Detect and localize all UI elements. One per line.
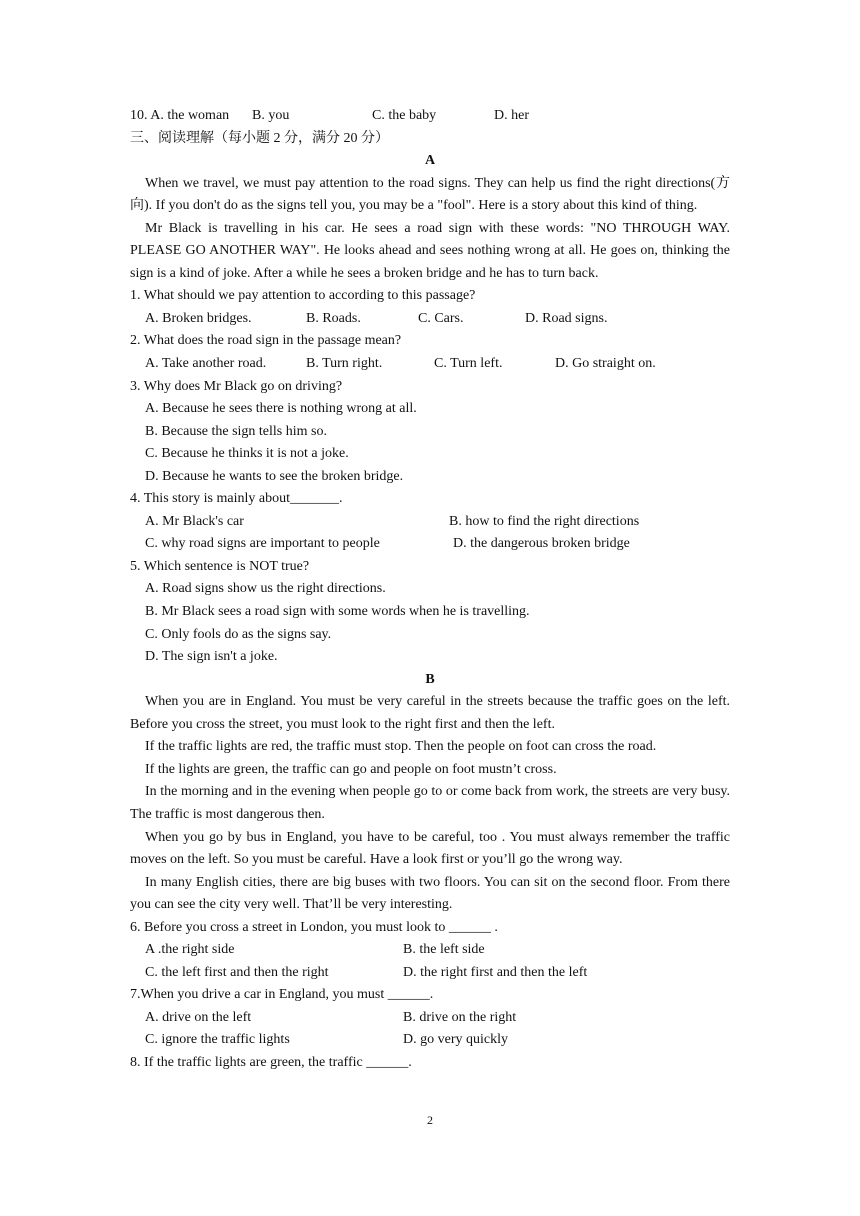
q7-option-a: A. drive on the left	[145, 1009, 252, 1025]
q5-option-d: D. The sign isn't a joke.	[145, 649, 278, 665]
question-7-options-row-1	[130, 1007, 730, 1030]
q4-option-d: D. the dangerous broken bridge	[453, 536, 630, 552]
passage-a-paragraph-1: When we travel, we must pay attention to the road signs. They can help us find the right directions(方向). If you don't do as the signs tell you, you may be a "fool". Here is a story about this kind of thing.	[130, 175, 730, 214]
question-1-options	[130, 308, 730, 331]
page-number: 2	[427, 1113, 433, 1127]
q5-option-b: B. Mr Black sees a road sign with some words when he is travelling.	[145, 604, 530, 620]
question-8-stem: 8. If the traffic lights are green, the traffic ______.	[130, 1054, 412, 1070]
question-7-stem: 7.When you drive a car in England, you must ______.	[130, 987, 434, 1003]
q1-option-b: B. Roads.	[306, 310, 361, 326]
question-7-options-row-2	[130, 1029, 730, 1052]
passage-b-paragraph-3: If the lights are green, the traffic can go and people on foot mustn’t cross.	[145, 761, 557, 777]
q3-option-b: B. Because the sign tells him so.	[145, 423, 327, 439]
q5-option-a: A. Road signs show us the right directions.	[145, 581, 386, 597]
q2-option-b: B. Turn right.	[306, 356, 383, 372]
q4-option-c: C. why road signs are important to people	[145, 536, 380, 552]
section-heading: 三、阅读理解（每小题 2 分，满分 20 分）	[130, 130, 389, 146]
passage-b-paragraph-5: When you go by bus in England, you have to be careful, too . You must always remember the traffic moves on the left. So you must be careful. Have a look first or you’ll go the wrong way.	[130, 829, 730, 868]
q6-option-c: C. the left first and then the right	[145, 964, 329, 980]
question-3-stem: 3. Why does Mr Black go on driving?	[130, 378, 343, 394]
q1-option-a: A. Broken bridges.	[145, 310, 252, 326]
q1-option-d: D. Road signs.	[525, 310, 608, 326]
question-1-stem: 1. What should we pay attention to according to this passage?	[130, 288, 476, 304]
q6-option-b: B. the left side	[403, 942, 485, 958]
q4-option-a: A. Mr Black's car	[145, 513, 244, 529]
question-4-options-row-2	[130, 533, 730, 556]
passage-b-label: B	[425, 671, 435, 687]
question-4-stem: 4. This story is mainly about_______.	[130, 491, 343, 507]
question-10-options	[130, 105, 730, 128]
passage-b-paragraph-2: If the traffic lights are red, the traffic must stop. Then the people on foot can cross the road.	[145, 739, 657, 755]
question-5-stem: 5. Which sentence is NOT true?	[130, 558, 310, 574]
q6-option-d: D. the right first and then the left	[403, 964, 588, 980]
q10-option-d: D. her	[494, 108, 529, 123]
question-2-stem: 2. What does the road sign in the passage mean?	[130, 333, 402, 349]
q7-option-c: C. ignore the traffic lights	[145, 1032, 290, 1048]
q2-option-d: D. Go straight on.	[555, 356, 656, 372]
q1-option-c: C. Cars.	[418, 310, 464, 326]
q6-option-a: A .the right side	[145, 942, 235, 958]
passage-b-paragraph-4: In the morning and in the evening when people go to or come back from work, the streets are very busy. The traffic is most dangerous then.	[130, 784, 730, 822]
q10-option-c: C. the baby	[372, 108, 437, 123]
q4-option-b: B. how to find the right directions	[449, 513, 640, 529]
question-4-options-row-1	[130, 511, 730, 534]
question-6-options-row-2	[130, 962, 730, 985]
q5-option-c: C. Only fools do as the signs say.	[145, 626, 332, 642]
q7-option-d: D. go very quickly	[403, 1032, 508, 1048]
q3-option-c: C. Because he thinks it is not a joke.	[145, 446, 349, 462]
page-content	[130, 105, 730, 1075]
q2-option-a: A. Take another road.	[145, 356, 267, 372]
q3-option-d: D. Because he wants to see the broken bridge.	[145, 468, 404, 484]
question-2-options	[130, 353, 730, 376]
q2-option-c: C. Turn left.	[434, 356, 503, 372]
question-6-stem: 6. Before you cross a street in London, you must look to ______ .	[130, 919, 498, 935]
passage-a-label: A	[424, 153, 436, 169]
q7-option-b: B. drive on the right	[403, 1009, 517, 1025]
q10-option-a: 10. A. the woman	[130, 108, 230, 123]
q10-option-b: B. you	[252, 108, 290, 123]
passage-a-paragraph-2: Mr Black is travelling in his car. He sees a road sign with these words: "NO THROUGH WAY. PLEASE GO ANOTHER WAY". He looks ahead and sees nothing wrong at all. He goes on, thinking the sign is a kind of joke. After a while he sees a broken bridge and he has to turn back.	[130, 220, 730, 281]
question-6-options-row-1	[130, 939, 730, 962]
passage-b-paragraph-1: When you are in England. You must be very careful in the streets because the traffic goes on the left. Before you cross the street, you must look to the right first and then the left.	[130, 694, 730, 732]
passage-b-paragraph-6: In many English cities, there are big buses with two floors. You can sit on the second floor. From there you can see the city very well. That’ll be very interesting.	[130, 874, 730, 913]
q3-option-a: A. Because he sees there is nothing wrong at all.	[145, 401, 417, 417]
